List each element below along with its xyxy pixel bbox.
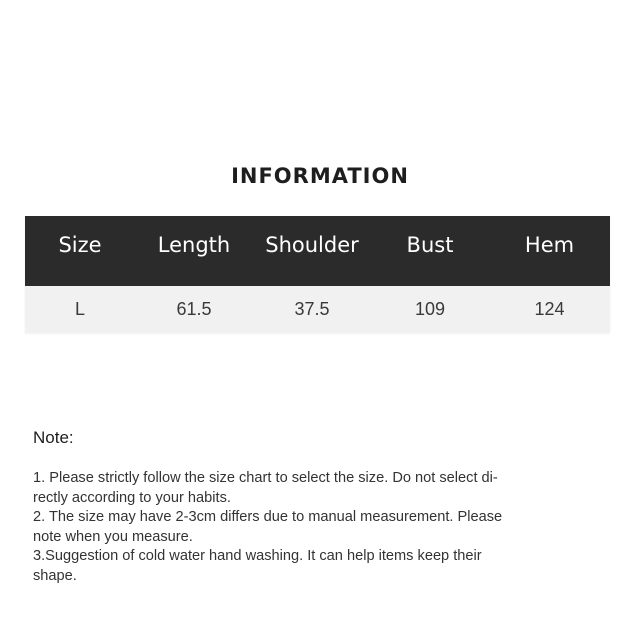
note-title: Note: — [33, 428, 74, 447]
note-line: rectly according to your habits. — [33, 489, 231, 506]
table-row — [25, 286, 610, 333]
header-shoulder: Shoulder — [265, 233, 359, 257]
cell-bust: 109 — [414, 299, 446, 319]
size-table — [25, 216, 610, 333]
page-title: INFORMATION — [231, 164, 409, 188]
cell-shoulder: 37.5 — [294, 299, 330, 319]
note-line: 1. Please strictly follow the size chart to select the size. Do not select di- — [33, 470, 498, 486]
header-size: Size — [58, 233, 102, 257]
note-line: 3.Suggestion of cold water hand washing. It can help items keep their — [33, 548, 482, 565]
header-length: Length — [157, 233, 231, 257]
note-line: 2. The size may have 2-3cm differs due to manual measurement. Please — [33, 509, 503, 526]
note-text — [33, 469, 593, 587]
header-bust: Bust — [406, 233, 454, 257]
note-line: shape. — [33, 567, 77, 584]
cell-size: L — [74, 299, 85, 319]
note-line: note when you measure. — [33, 528, 193, 545]
cell-length: 61.5 — [176, 299, 212, 319]
cell-hem: 124 — [534, 299, 565, 319]
table-header-row — [25, 216, 610, 286]
header-hem: Hem — [524, 233, 575, 257]
